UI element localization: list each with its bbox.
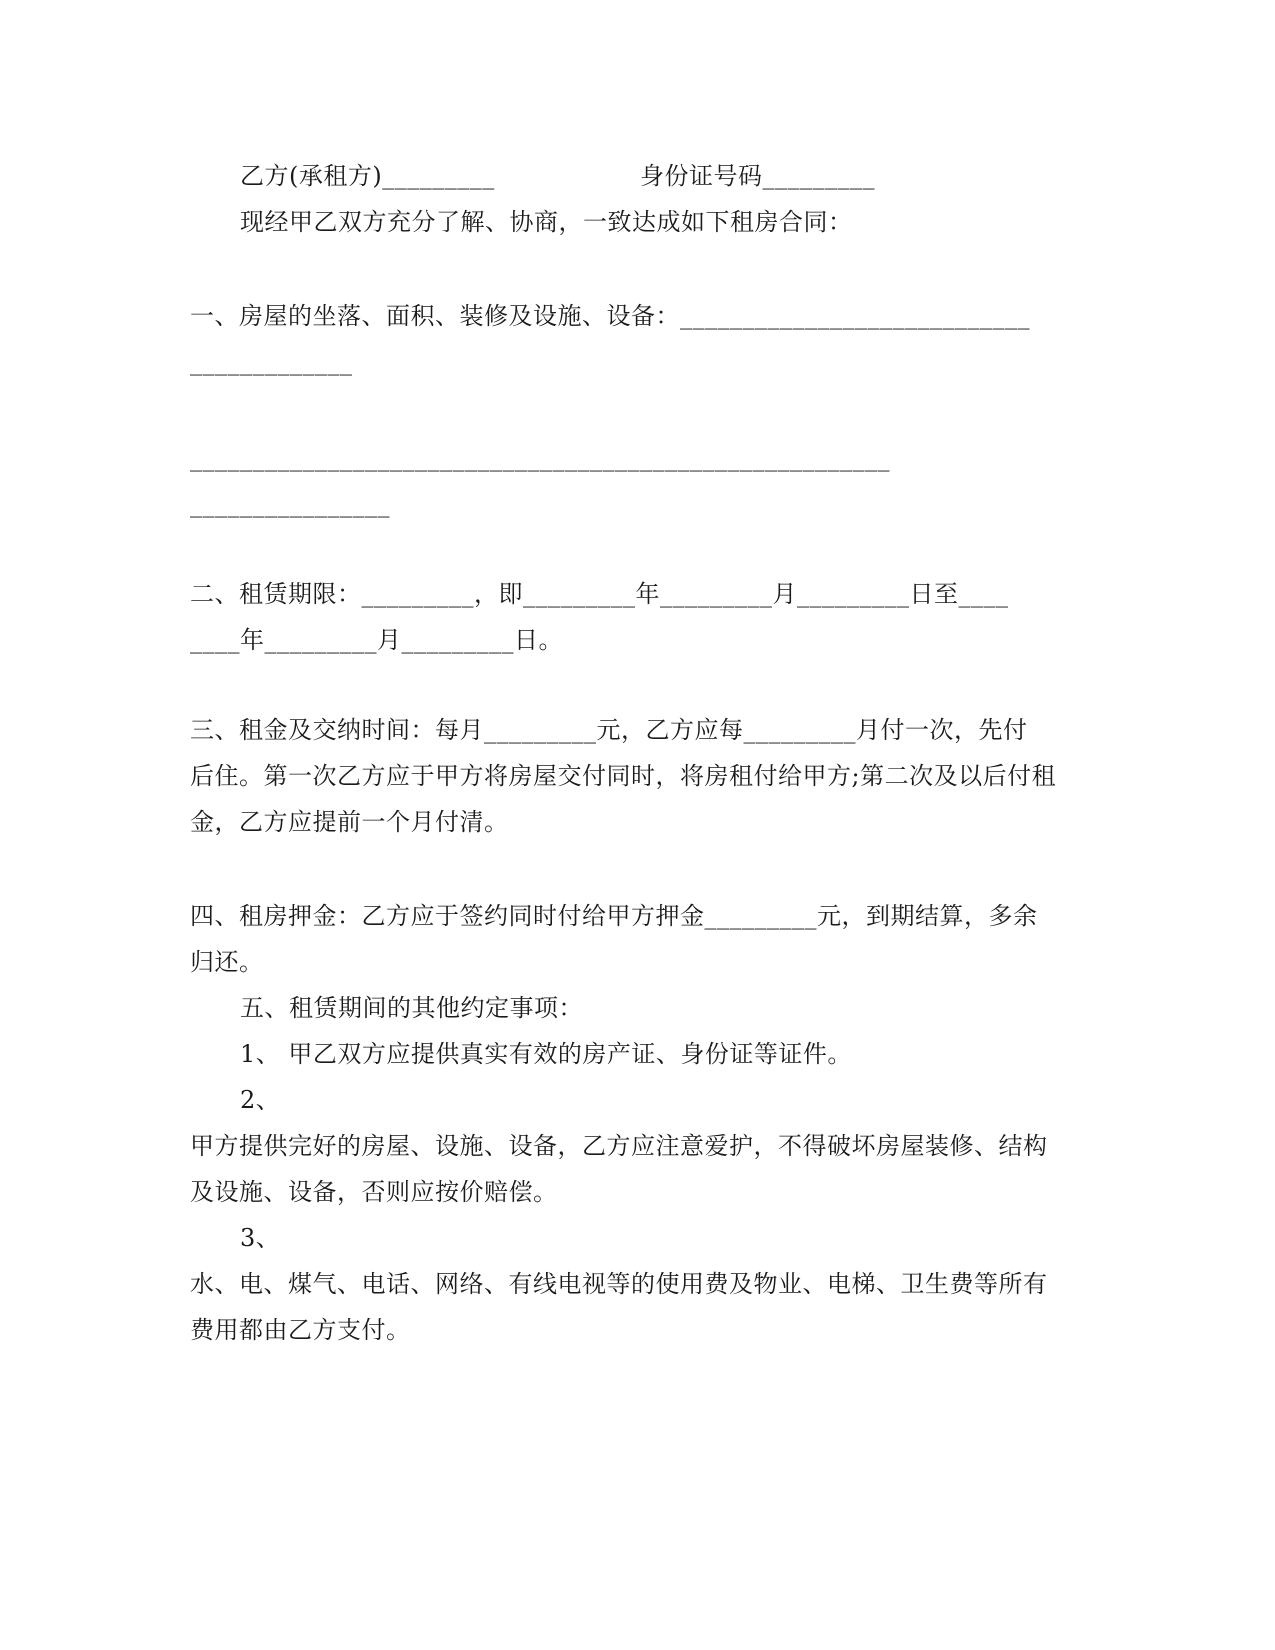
- clause-1-heading: 一、房屋的坐落、面积、装修及设施、设备：____________________________: [190, 302, 1030, 330]
- clause-5-heading: 五、租赁期间的其他约定事项：: [240, 994, 583, 1022]
- clause-3-line-2: 后住。第一次乙方应于甲方将房屋交付同时，将房租付给甲方;第二次及以后付租: [190, 762, 1057, 790]
- clause-1-blank-3: ________________: [190, 490, 390, 518]
- clause-4-line-1: 四、租房押金：乙方应于签约同时付给甲方押金_________元，到期结算，多余: [190, 902, 1038, 930]
- clause-3-line-1: 三、租金及交纳时间：每月_________元，乙方应每_________月付一次，先付: [190, 716, 1028, 744]
- clause-1-blank-1: _____________: [190, 348, 353, 376]
- clause-5-item-1: 1、 甲乙双方应提供真实有效的房产证、身份证等证件。: [240, 1040, 852, 1068]
- tenant-id-line: 身份证号码_________: [640, 162, 875, 190]
- clause-5-item-2-text-2: 及设施、设备，否则应按价赔偿。: [190, 1178, 558, 1206]
- clause-2-line-2: ____年_________月_________日。: [190, 626, 563, 654]
- clause-4-line-2: 归还。: [190, 948, 264, 976]
- clause-5-item-3-text-2: 费用都由乙方支付。: [190, 1316, 411, 1344]
- clause-5-item-2-number: 2、: [240, 1086, 281, 1114]
- clause-5-item-3-text-1: 水、电、煤气、电话、网络、有线电视等的使用费及物业、电梯、卫生费等所有: [190, 1270, 1048, 1298]
- clause-3-line-3: 金，乙方应提前一个月付清。: [190, 808, 509, 836]
- clause-5-item-3-number: 3、: [240, 1224, 281, 1252]
- contract-intro: 现经甲乙双方充分了解、协商，一致达成如下租房合同：: [240, 208, 853, 236]
- clause-2-line-1: 二、租赁期限：_________，即_________年_________月_________日至____: [190, 580, 1009, 608]
- clause-1-blank-2: ________________________________________________________: [190, 444, 890, 472]
- clause-5-item-2-text-1: 甲方提供完好的房屋、设施、设备，乙方应注意爱护，不得破坏房屋装修、结构: [190, 1132, 1048, 1160]
- tenant-name-line: 乙方(承租方)_________: [240, 162, 495, 190]
